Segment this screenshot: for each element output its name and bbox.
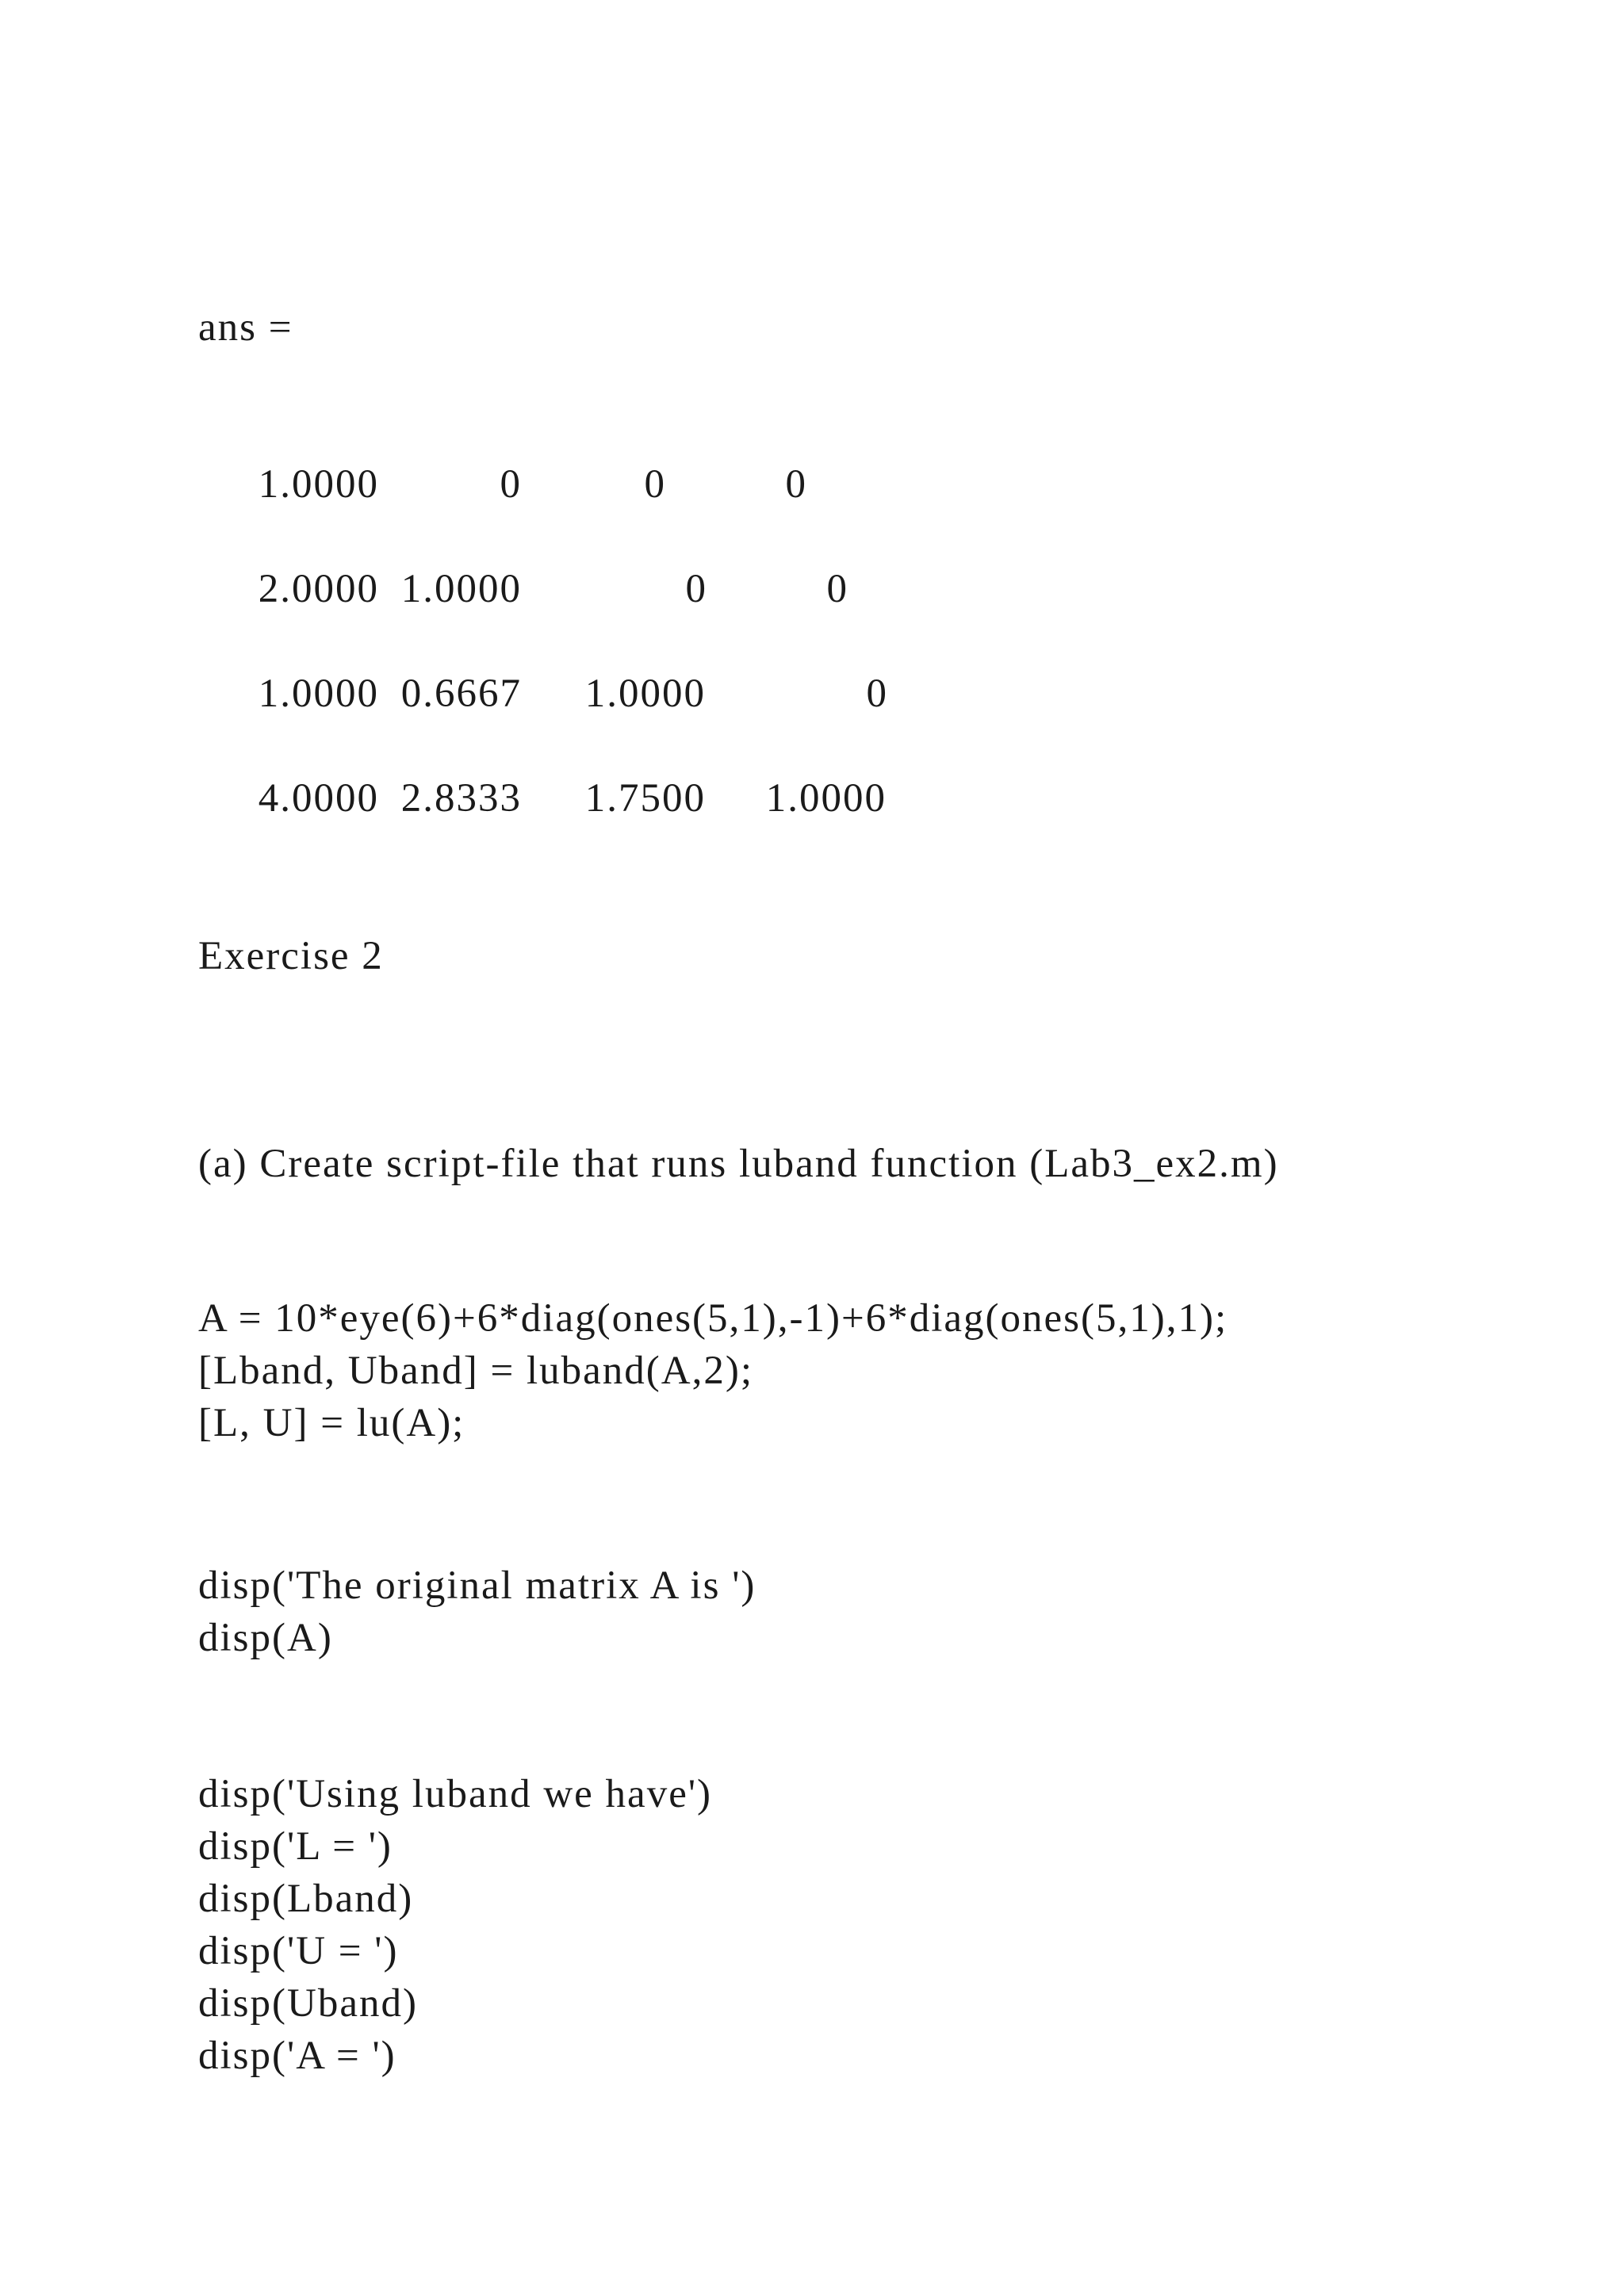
code-line: A = 10*eye(6)+6*diag(ones(5,1),-1)+6*diag(ones(5,1),1); [198, 1296, 1228, 1341]
exercise-heading: Exercise 2 [198, 934, 384, 978]
code-line: disp('Using luband we have') [198, 1772, 713, 1816]
code-line: disp('The original matrix A is ') [198, 1563, 756, 1608]
code-line: disp('A = ') [198, 2034, 396, 2078]
matrix-cell: 1.0000 [584, 672, 706, 716]
code-line: disp(Lband) [198, 1877, 414, 1921]
matrix-cell: 0 [644, 462, 666, 507]
code-line: [L, U] = lu(A); [198, 1401, 465, 1445]
matrix-cell: 1.0000 [258, 462, 379, 507]
matrix-cell: 1.7500 [584, 776, 706, 821]
matrix-cell: 0 [500, 462, 522, 507]
code-line: disp(Uband) [198, 1981, 418, 2026]
matrix-cell: 1.0000 [258, 672, 379, 716]
matrix-cell: 1.0000 [765, 776, 887, 821]
code-line: [Lband, Uband] = luband(A,2); [198, 1349, 754, 1393]
matrix-cell: 0.6667 [400, 672, 522, 716]
matrix-cell: 0 [826, 567, 848, 611]
code-line: disp('L = ') [198, 1824, 393, 1869]
code-block-setup [198, 1292, 1228, 1449]
matrix-cell: 0 [785, 462, 807, 507]
code-block-display-original [198, 1559, 756, 1664]
matrix-cell: 2.0000 [258, 567, 379, 611]
part-a-instruction: (a) Create script-file that runs luband function (Lab3_ex2.m) [198, 1142, 1279, 1186]
matrix-cell: 0 [685, 567, 707, 611]
matrix-cell: 0 [866, 672, 888, 716]
code-line: disp(A) [198, 1616, 333, 1660]
code-line: disp('U = ') [198, 1929, 399, 1973]
matrix-cell: 4.0000 [258, 776, 379, 821]
ans-label: ans = [198, 305, 293, 350]
matrix-cell: 1.0000 [400, 567, 522, 611]
matrix-cell: 2.8333 [400, 776, 522, 821]
code-block-display-luband [198, 1768, 712, 2082]
